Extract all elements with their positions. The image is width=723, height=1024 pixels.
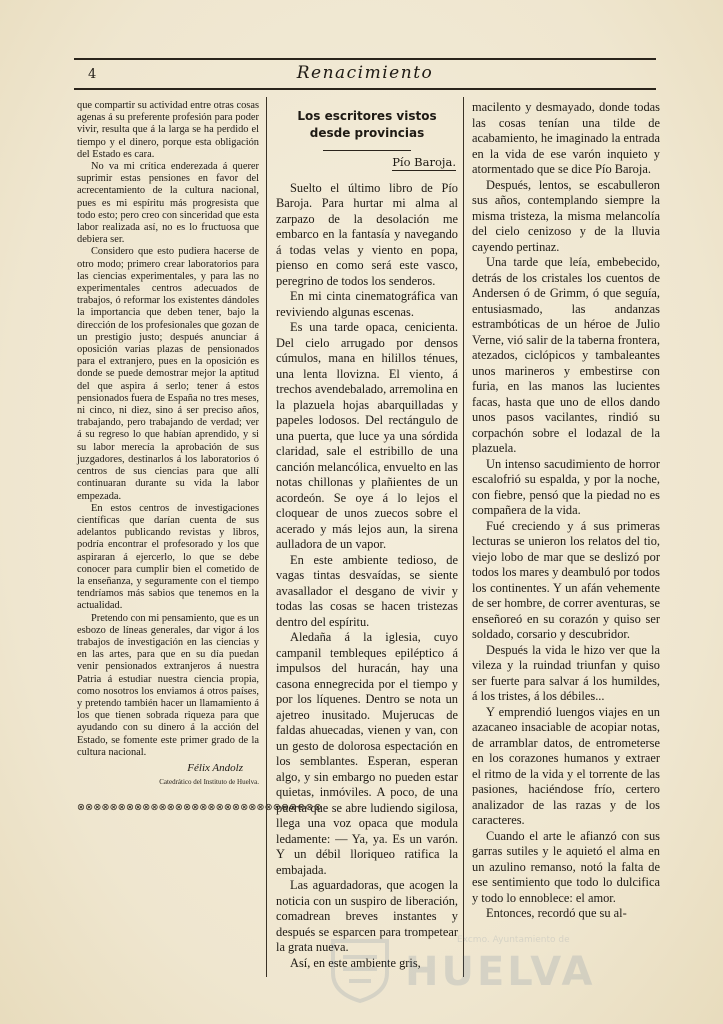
paragraph: No va mi crítica enderezada á querer suprimir estas pensiones en favor del acrecentamiento de la cultura nacional, pues es mi espíritu más progresista que todo esto; pero creo con sinceridad que esta labor realizada así, no es lo fructuosa que debiera ser.	[77, 161, 259, 246]
ornamental-border: ⊗⊗⊗⊗⊗⊗⊗⊗⊗⊗⊗⊗⊗⊗⊗⊗⊗⊗⊗⊗⊗⊗⊗⊗⊗⊗⊗⊗⊗⊗	[77, 803, 322, 814]
author-signature: Félix Andolz	[187, 761, 243, 774]
paragraph: que compartir su actividad entre otras cosas agenas á su preferente profesión para poder vivir, resulta que á la larga se ha perdido el tiempo y el dinero, porque esta obligación del Estado es cara.	[77, 100, 259, 160]
paragraph: Una tarde que leía, embebecido, detrás de los cristales los cuentos de Andersen ó de Grimm, ó que seguía, entusiasmado, las andanzas estrambóticas de un héroe de Julio Verne, vió salir de la taberna frontera, atezados, ciclópicos y tambaleantes unos marineros y embestirse con furia, en las manos las lucientes facas, hasta que uno de ellos dando unos pasos vacilantes, rindió su corpachón sobre el lodazal de la plazuela.	[472, 255, 660, 455]
paragraph: macilento y desmayado, donde todas las cosas tenían una tilde de acabamiento, he imaginado la entrada en la vida de ese varón inquieto y atormentado que se dice Pío Baroja.	[472, 100, 660, 176]
running-title: Renacimiento	[296, 63, 434, 83]
paragraph: En mi cinta cinematográfica van reviviendo algunas escenas.	[276, 289, 458, 319]
article-title-line-2: desde provincias	[309, 126, 425, 140]
paragraph: En este ambiente tedioso, de vagas tintas desvaídas, se siente avasallador el desgano de vivir y todas las cosas se hacen tristezas dentro del espíritu.	[276, 552, 458, 629]
library-watermark	[325, 935, 695, 1005]
watermark-text: HUELVA	[405, 949, 596, 995]
author-affiliation: Catedrático del Instituto de Huelva.	[159, 778, 259, 787]
paragraph: Después, lentos, se escabulleron sus años, contemplando siempre la misma tristeza, la misma melancolía del cielo cenizoso y de la lluvia cayendo pertinaz.	[472, 177, 660, 254]
page-header	[74, 58, 656, 90]
paragraph: Y emprendió luengos viajes en un azacaneo insaciable de acopiar notas, de arramblar datos, de entrometerse en los corazones humanos y extraer el ritmo de la vida y el torrente de las pasiones, haciéndose frío, certero analizador de las razas y de los caracteres.	[472, 704, 660, 827]
column-3	[472, 100, 660, 1024]
article-title	[276, 108, 458, 142]
paragraph: Pretendo con mi pensamiento, que es un esbozo de líneas generales, dar vigor á los trabajos de investigación en las ciencias y en las artes, para que en su día puedan venir pensionados extranjeros á nuestra Patria á estudiar nuestra ciencia propia, como nosotros los enviamos á otros países, y pretendo también hacer un llamamiento á los que tienen sobrada riqueza para que ayudando con su dinero á la acción del Estado, se fomente este primer grado de la cultura nacional.	[77, 612, 259, 758]
title-rule	[323, 150, 411, 151]
paragraph: Fué creciendo y á sus primeras lecturas se unieron los relatos del tio, viejo lobo de mar que se deslizó por todos los mares y deambuló por todos los continentes. Y un afán vehemente de ser hombre, de correr aventuras, se enseñoreó en su corazón y quiso ser soldado, corsario y descubridor.	[472, 518, 660, 641]
paragraph: En estos centros de investigaciones científicas que darían cuenta de sus adelantos publicando revistas y libros, podría encontrar el profesorado y los que aspiraran á ejercerlo, lo que se debe conocer para cumplir bien el cometido de la enseñanza, y seguramente con el tiempo tendríamos más sabios que tenemos en la actualidad.	[77, 502, 259, 612]
paragraph: Así, en este ambiente gris,	[290, 955, 421, 970]
paragraph: Considero que esto pudiera hacerse de otro modo; primero crear laboratorios para las ciencias experimentales, y para las no experimentales centros adecuados de trabajos, ó reformar los existentes dándoles la importancia que deben tener, bajo la dirección de los profesionales que gozan de un prestigio justo; después anunciar á oposición varias plazas de pensionados para el extranjero, pues en la oposición es donde se puede demostrar mejor la aptitud del que aspira á serlo; tener á estos pensionados fuera de España no tres meses, ni cinco, ni diez, sino á ser preciso años, trabajando, pero trabajando de verdad; ver á su regreso lo que habían aprendido, y si su labor merecía la aprobación de sus juzgadores, destinarlos á los laboratorios ó centros de sus ciencias para que allí continuaran durante su vida la labor empezada.	[77, 246, 259, 502]
paragraph: Aledaña á la iglesia, cuyo campanil tembleques epiléptico á impulsos del huracán, hay una casona ennegrecida por el tiempo y por los líquenes. Dentro se nota un ajetreo inusitado. Mujerucas de faldas ahuecadas, vienen y van, con un gesto de dolorosa espectación en los semblantes. Esperan, esperan algo, y sin embargo no pueden estar quietas, inmóviles. A poco, de una puerta que se abre ludiendo sigilosa, llega una voz opaca que modula ledamente: — Ya, ya. Es un varón. Y un débil lloriqueo ratifica la embajada.	[276, 630, 458, 877]
paragraph: Un intenso sacudimiento de horror escalofrió su espalda, y por la noche, con fiebre, pensó que la piedad no es compañera de la vida.	[472, 456, 660, 517]
paragraph: Es una tarde opaca, cenicienta. Del cielo arrugado por densos cúmulos, mana en hilillos ténues, una lenta llovizna. El viento, á trechos avendebalado, arremolina en la plazuela hojas abarquilladas y papeles lodosos. Del rectángulo de una puerta, que luce ya una sórdida claridad, sale el estribillo de una canción melancólica, envuelto en las notas chillonas y plañientes de un acordeón. Se oye á lo lejos el cloquear de unos zuecos sobre el acerado y más lejos aun, la sirena aulladora de un vapor.	[276, 320, 458, 551]
paragraph: Suelto el último libro de Pío Baroja. Para hurtar mi alma al zarpazo de la desolación me embarco en la fantasía y navegando á todas velas y viento en popa, pienso en como será este vasco, peregrino de todos los senderos.	[276, 180, 458, 288]
column-2	[276, 100, 458, 1024]
city-crest-icon	[325, 935, 395, 1005]
paragraph: Cuando el arte le afianzó con sus garras sutiles y le aquietó el alma en un azulino remanso, notó la falta de ese sentimiento que todo lo dulcifica y todo lo ennoblece: el amor.	[472, 828, 660, 905]
watermark-small-text: Excmo. Ayuntamiento de	[457, 935, 570, 945]
column-divider	[266, 97, 267, 977]
article-title-line-1: Los escritores vistos	[297, 109, 437, 123]
column-divider	[463, 97, 464, 977]
paragraph: Las aguardadoras, que acogen la noticia con un suspiro de liberación, comadrean breves instantes y después se esparcen para trompetear la grata nueva.	[276, 878, 458, 954]
paragraph: Después la vida le hizo ver que la vileza y la ruindad triunfan y quiso ser fuerte para salvar á los humildes, á los tristes, á los débiles...	[472, 642, 660, 703]
paragraph: Entonces, recordó que su al-	[486, 906, 627, 920]
column-1	[77, 100, 322, 1024]
article-byline	[276, 155, 456, 171]
byline-text: Pío Baroja.	[392, 155, 456, 169]
page-number: 4	[88, 67, 97, 82]
